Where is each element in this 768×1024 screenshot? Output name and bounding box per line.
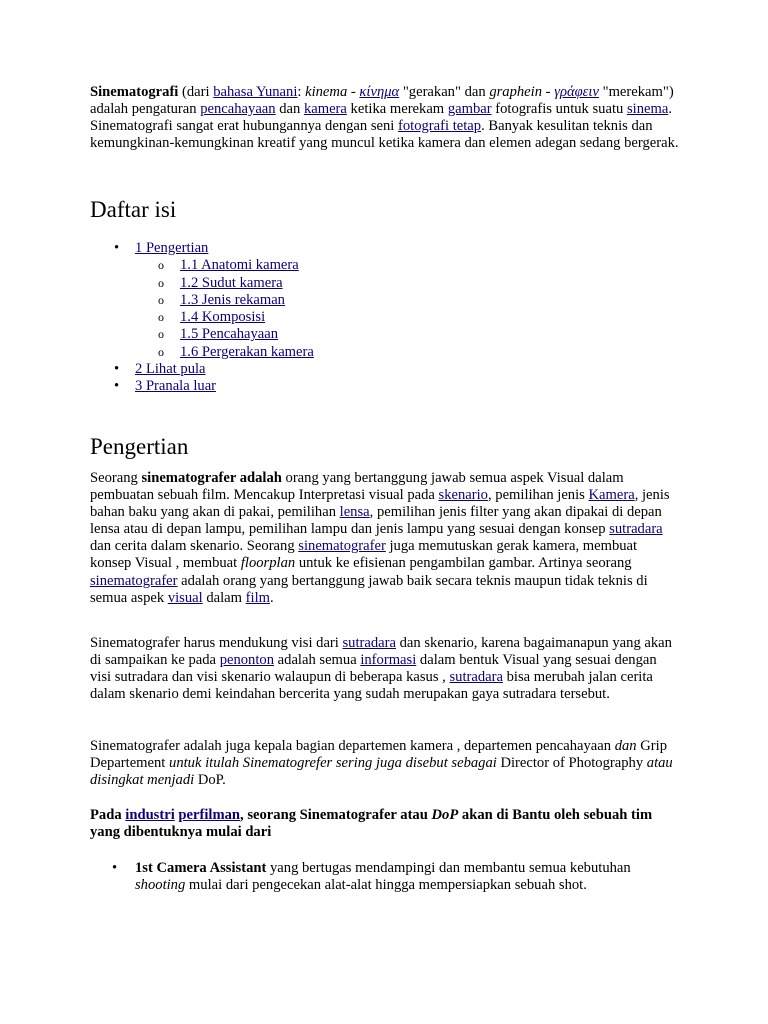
toc-link-komposisi[interactable]: 1.4 Komposisi [180,309,266,326]
link-visual[interactable]: visual [167,589,203,606]
bullet-camera-assistant: 1st Camera Assistant yang bertugas mendampingi dan membantu semua kebutuhan shooting mulai dari pengecekan alat-alat hingga mempersiapkan sebuah shot. [135,860,631,894]
toc-item [90,309,314,326]
link-penonton[interactable]: penonton [219,652,275,669]
link-sutradara[interactable]: sutradara [609,521,663,538]
toc-heading: Daftar isi [90,197,177,222]
toc-item [90,275,314,292]
toc-item [90,378,314,395]
toc-item [90,292,314,309]
toc-link-jenis-rekaman[interactable]: 1.3 Jenis rekaman [180,291,285,308]
section-heading-pengertian: Pengertian [90,434,189,459]
link-gambar[interactable]: gambar [447,101,492,118]
link-industri[interactable]: industri [125,807,175,823]
bullet-marker: • [112,860,118,876]
toc-item [90,240,314,257]
link-bahasa-yunani[interactable]: bahasa Yunani [213,84,298,100]
link-lensa[interactable]: lensa [339,504,370,521]
pengertian-paragraph-2: Sinematografer harus mendukung visi dari sutradara dan skenario, karena bagaimanapun yang akan di sampaikan ke pada penonton adalah semua informasi dalam bentuk Visual yang sesuai dengan visi sutradara dan visi skenario walaupun di beberapa kasus , sutradara bisa merubah jalan cerita dalam skenario demi keindahan bercerita yang sudah merupakan gaya sutradara tersebut. [90,635,672,703]
toc-link-pergerakan-kamera[interactable]: 1.6 Pergerakan kamera [180,343,314,360]
link-kamera[interactable]: kamera [303,101,347,118]
toc-link-pengertian[interactable]: 1 Pengertian [135,240,209,256]
toc-item [90,344,314,361]
pengertian-paragraph-4: Pada industri perfilman, seorang Sinematografer atau DoP akan di Bantu oleh sebuah tim yang dibentuknya mulai dari [90,807,653,841]
toc-item [90,361,314,378]
toc-item [90,257,314,274]
link-sinematografer-2[interactable]: sinematografer [90,572,178,589]
link-kamera-2[interactable]: Kamera [588,487,635,504]
pengertian-paragraph-3: Sinematografer adalah juga kepala bagian departemen kamera , departemen pencahayaan dan Grip Departement untuk itulah Sinematogrefer sering juga disebut sebagai Director of Photography atau disingkat menjadi DoP. [90,738,673,789]
link-informasi[interactable]: informasi [360,652,417,669]
link-film[interactable]: film [245,589,270,606]
intro-paragraph: Sinematografi (dari bahasa Yunani: kinema - κίνημα "gerakan" dan graphein - γράφειν "merekam") adalah pengaturan pencahayaan dan kamera ketika merekam gambar fotografis untuk suatu sinema. Sinematografi sangat erat hubungannya dengan seni fotografi tetap. Banyak kesulitan teknis dan kemungkinan-kemungkinan kreatif yang muncul ketika kamera dan elemen adegan sedang bergerak. [90,84,679,152]
intro-term: Sinematografi [90,84,179,100]
link-sinema[interactable]: sinema [626,101,669,118]
pengertian-paragraph-1: Seorang sinematografer adalah orang yang bertanggung jawab semua aspek Visual dalam pembuatan sebuah film. Mencakup Interpretasi visual pada skenario, pemilihan jenis Kamera, jenis bahan baku yang akan di pakai, pemilihan lensa, pemilihan jenis filter yang akan dipakai di depan lensa atau di depan lampu, pemilihan lampu dan jenis lampu yang sesuai dengan konsep sutradara dan cerita dalam skenario. Seorang sinematografer juga memutuskan gerak kamera, membuat konsep Visual , membuat floorplan untuk ke efisienan pengambilan gambar. Artinya seorang sinematografer adalah orang yang bertanggung jawab baik secara teknis maupun tidak teknis di semua aspek visual dalam film. [90,470,670,606]
table-of-contents [90,240,314,396]
toc-link-lihat-pula[interactable]: 2 Lihat pula [135,361,206,378]
toc-item [90,326,314,343]
link-perfilman[interactable]: perfilman [178,807,241,823]
link-sutradara-2[interactable]: sutradara [342,635,396,651]
link-sutradara-3[interactable]: sutradara [449,669,503,686]
link-pencahayaan[interactable]: pencahayaan [200,101,276,118]
toc-link-pencahayaan[interactable]: 1.5 Pencahayaan [180,326,279,343]
link-skenario[interactable]: skenario [438,487,488,504]
link-kinema-greek[interactable]: κίνημα [359,84,400,100]
toc-link-pranala-luar[interactable]: 3 Pranala luar [135,378,217,395]
link-fotografi-tetap[interactable]: fotografi tetap [398,118,482,135]
link-graphein-greek[interactable]: γράφειν [554,84,599,100]
toc-link-anatomi-kamera[interactable]: 1.1 Anatomi kamera [180,257,299,274]
link-sinematografer[interactable]: sinematografer [298,538,386,555]
toc-link-sudut-kamera[interactable]: 1.2 Sudut kamera [180,274,283,291]
